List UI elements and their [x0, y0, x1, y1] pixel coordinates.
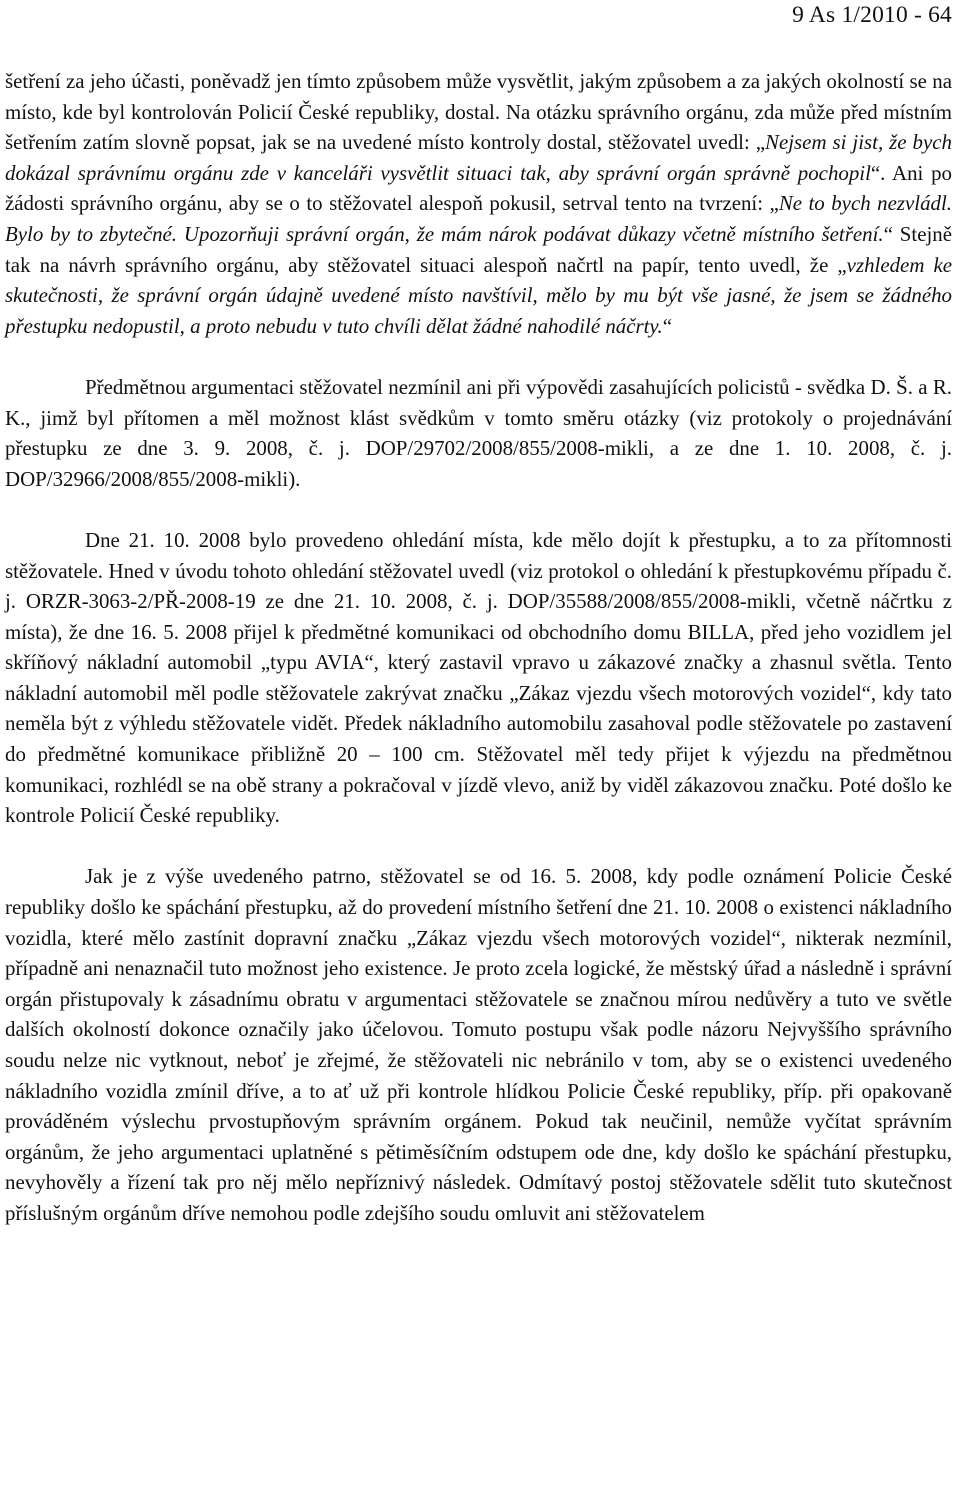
paragraph-1 [5, 66, 952, 341]
paragraph-3: Dne 21. 10. 2008 bylo provedeno ohledání místa, kde mělo dojít k přestupku, a to za přítomnosti stěžovatele. Hned v úvodu tohoto ohledání stěžovatel uvedl (viz protokol o ohledání k přestupkovému případu č. j. ORZR-3063-2/PŘ-2008-19 ze dne 21. 10. 2008, č. j. DOP/35588/2008/855/2008-mikli, včetně náčrtku z místa), že dne 16. 5. 2008 přijel k předmětné komunikaci od obchodního domu BILLA, před jeho vozidlem jel skříňový nákladní automobil „typu AVIA“, který zastavil vpravo u zákazové značky a zhasnul světla. Tento nákladní automobil měl podle stěžovatele zakrývat značku „Zákaz vjezdu všech motorových vozidel“, kdy tato neměla být z výhledu stěžovatele vidět. Předek nákladního automobilu zasahoval podle stěžovatele po zastavení do předmětné komunikace přibližně 20 – 100 cm. Stěžovatel měl tedy přijet k výjezdu na předmětnou komunikaci, rozhlédl se na obě strany a pokračoval v jízdě vlevo, aniž by viděl zákazovou značku. Poté došlo ke kontrole Policií České republiky. [5, 527, 952, 828]
paragraph-2: Předmětnou argumentaci stěžovatel nezmínil ani při výpovědi zasahujících policistů - svědka D. Š. a R. K., jimž byl přítomen a měl možnost klást svědkům v tomto směru otázky (viz protokoly o projednávání přestupku ze dne 3. 9. 2008, č. j. DOP/29702/2008/855/2008-mikli, a ze dne 1. 10. 2008, č. j. DOP/32966/2008/855/2008-mikli). [5, 374, 952, 491]
quoted-statement: Nejsem si jist, že bych dokázal správnímu orgánu zde v kanceláři vysvětlit situaci tak, aby správní orgán správně pochopil [5, 130, 952, 185]
quoted-statement: vzhledem ke skutečnosti, že správní orgán údajně uvedené místo navštívil, mělo by mu být vše jasné, že jsem se žádného přestupku nedopustil, a proto nebudu v tuto chvíli dělat žádné nahodilé náčrty. [5, 252, 952, 338]
text-segment: “ [662, 313, 673, 338]
text-segment: šetření za jeho účasti, poněvadž jen tímto způsobem může vysvětlit, jakým způsobem a za jakých okolností se na místo, kde byl kontrolován Policií České republiky, dostal. Na otázku správního orgánu, zda může před místním šetřením zatím slovně popsat, jak se na uvedené místo kontroly dostal, stěžovatel uvedl: „ [5, 69, 952, 155]
paragraph-4: Jak je z výše uvedeného patrno, stěžovatel se od 16. 5. 2008, kdy podle oznámení Policie České republiky došlo ke spáchání přestupku, až do provedení místního šetření dne 21. 10. 2008 o existenci nákladního vozidla, které mělo zastínit dopravní značku „Zákaz vjezdu všech motorových vozidel“, nikterak nezmínil, případně ani nenaznačil tuto možnost jeho existence. Je proto zcela logické, že městský úřad a následně i správní orgán přistupovaly k zásadnímu obratu v argumentaci stěžovatele se značnou mírou nedůvěry a tuto ve světle dalších okolností dokonce označily jako účelovou. Tomuto postupu však podle názoru Nejvyššího správního soudu nelze nic vytknout, neboť je zřejmé, že stěžovateli nic nebránilo v tom, aby se o existenci uvedeného nákladního vozidla zmínil dříve, a to ať už při kontrole hlídkou Policie České republiky, příp. při opakovaně prováděném výslechu prvostupňovým správním orgánem. Pokud tak neučinil, nemůže vyčítat správním orgánům, že jeho argumentaci uplatněné s pětiměsíčním odstupem ode dne, kdy došlo ke spáchání přestupku, nevyhověly a řízení tak pro něj mělo nepříznivý následek. Odmítavý postoj stěžovatele sdělit tuto skutečnost příslušným orgánům dříve nemohou podle zdejšího soudu omluvit ani stěžovatelem [5, 864, 952, 1225]
text-segment: “. Ani po žádosti správního orgánu, aby se o to stěžovatel alespoň pokusil, setrval tento na tvrzení: „ [5, 160, 952, 216]
quoted-statement: Ne to bych nezvládl. Bylo by to zbytečné. Upozorňuji správní orgán, že mám nárok podávat důkazy včetně místního šetření. [5, 191, 953, 246]
text-segment: “ Stejně tak na návrh správního orgánu, aby stěžovatel situaci alespoň načrtl na papír, tento uvedl, že „ [5, 221, 952, 277]
document-body [5, 66, 952, 1229]
page-reference: 9 As 1/2010 - 64 [792, 2, 952, 28]
